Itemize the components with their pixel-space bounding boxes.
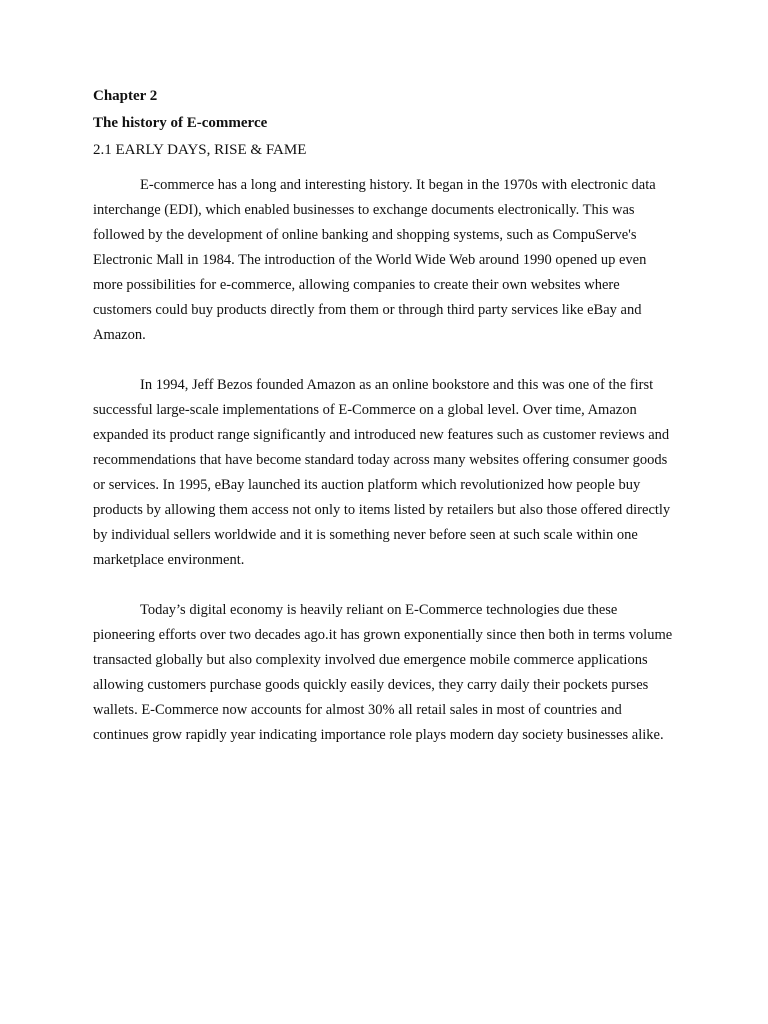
section-heading: 2.1 EARLY DAYS, RISE & FAME bbox=[93, 142, 307, 158]
paragraph-early-history: E-commerce has a long and interesting history. It began in the 1970s with electronic data interchange (EDI), which enabled businesses to exchange documents electronically. This was followed by the development of online banking and shopping systems, such as CompuServe's Electronic Mall in 1984. The introduction of the World Wide Web around 1990 opened up even more possibilities for e-commerce, allowing companies to create their own websites where customers could buy products directly from them or through third party services like eBay and Amazon. bbox=[93, 177, 656, 343]
paragraph-amazon-ebay: In 1994, Jeff Bezos founded Amazon as an online bookstore and this was one of the first successful large-scale implementations of E-Commerce on a global level. Over time, Amazon expanded its product range significantly and introduced new features such as customer reviews and recommendations that have become standard today across many websites offering consumer goods or services. In 1995, eBay launched its auction platform which revolutionized how people buy products by allowing them access not only to items listed by retailers but also those offered directly by individual sellers worldwide and it is something never before seen at such scale within one marketplace environment. bbox=[93, 377, 671, 568]
chapter-title: The history of E-commerce bbox=[93, 115, 268, 131]
paragraph-digital-economy: Today’s digital economy is heavily reliant on E-Commerce technologies due these pioneering efforts over two decades ago.it has grown exponentially since then both in terms volume transacted globally but also complexity involved due emergence mobile commerce applications allowing customers purchase goods quickly easily devices, they carry daily their pockets purses wallets. E-Commerce now accounts for almost 30% all retail sales in most of countries and continues grow rapidly year indicating importance role plays modern day society businesses alike. bbox=[93, 602, 673, 743]
document-body bbox=[93, 84, 677, 748]
chapter-label: Chapter 2 bbox=[93, 88, 158, 104]
